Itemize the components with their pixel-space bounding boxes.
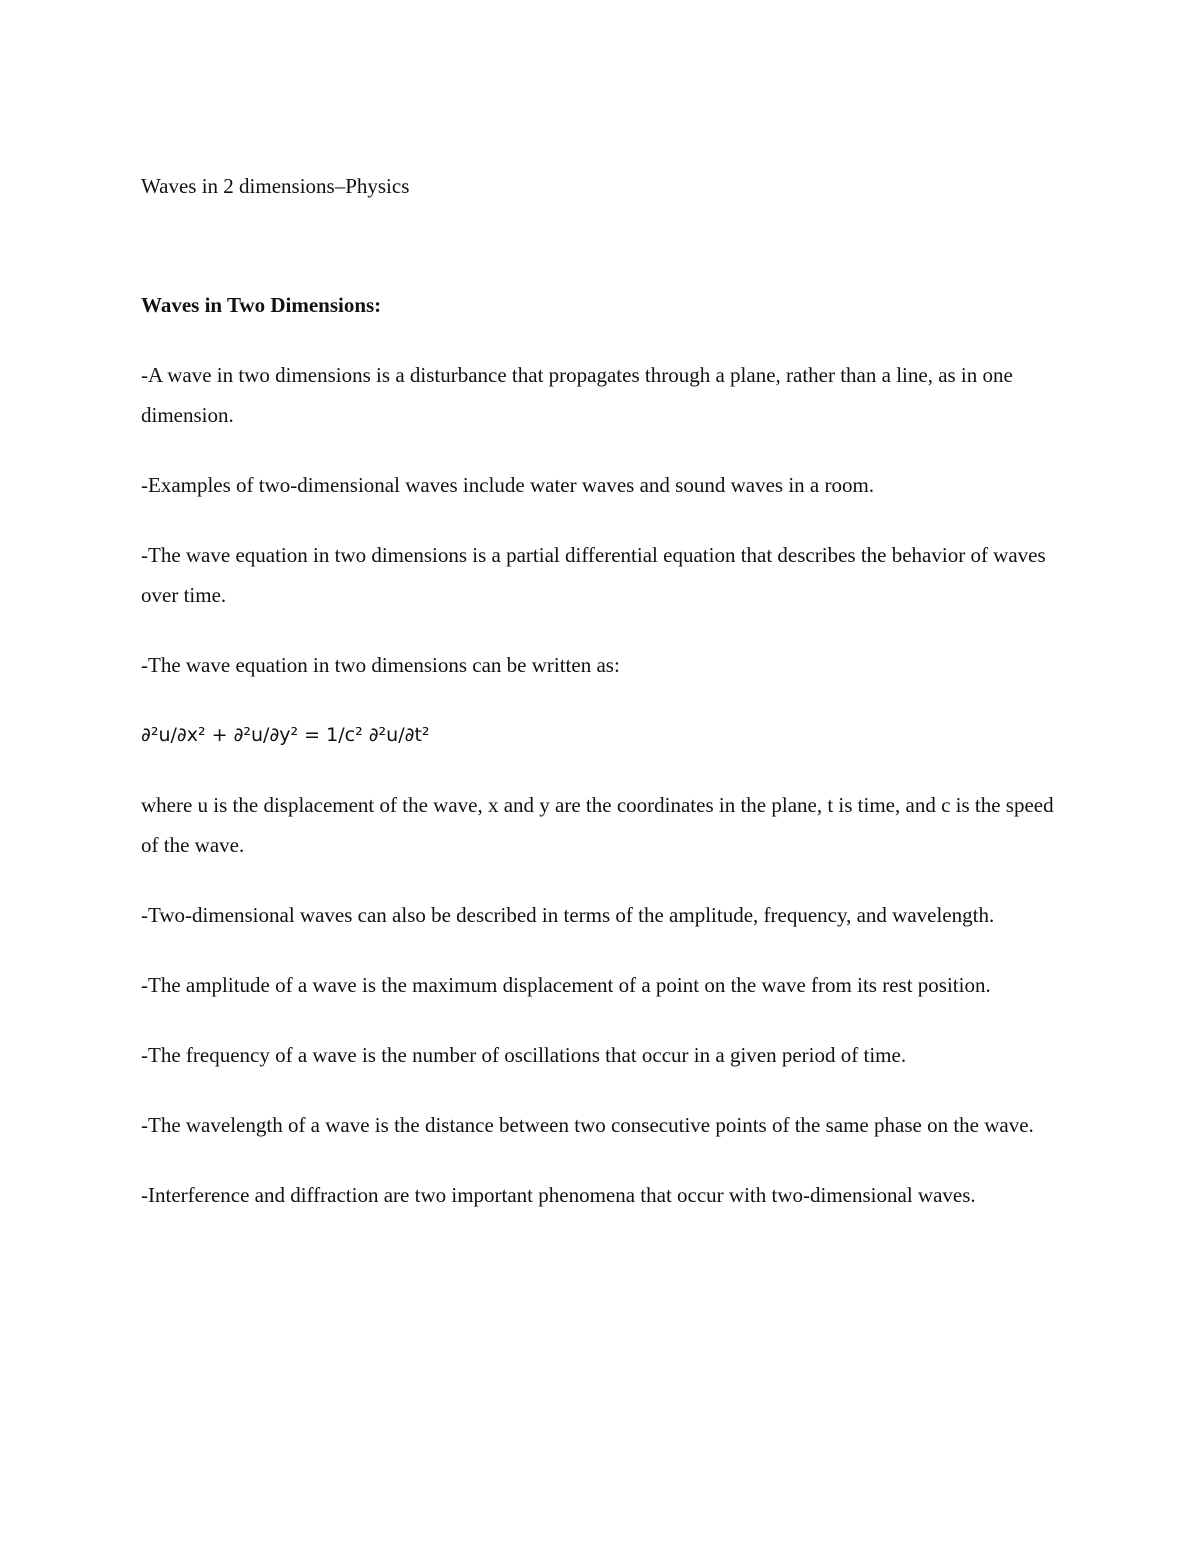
paragraph-wave-equation-intro: -The wave equation in two dimensions is a partial differential equation that describes the behavior of waves over time. (141, 543, 1046, 607)
paragraph-wavelength: -The wavelength of a wave is the distance between two consecutive points of the same phase on the wave. (141, 1113, 1034, 1137)
wave-equation: ∂²u/∂x² + ∂²u/∂y² = 1/c² ∂²u/∂t² (141, 724, 430, 746)
section-heading: Waves in Two Dimensions: (141, 293, 382, 317)
paragraph-properties: -Two-dimensional waves can also be described in terms of the amplitude, frequency, and wavelength. (141, 903, 995, 927)
paragraph-frequency: -The frequency of a wave is the number of oscillations that occur in a given period of time. (141, 1043, 907, 1067)
paragraph-definition: -A wave in two dimensions is a disturbance that propagates through a plane, rather than a line, as in one dimension. (141, 363, 1013, 427)
paragraph-variables: where u is the displacement of the wave, x and y are the coordinates in the plane, t is time, and c is the speed of the wave. (141, 793, 1054, 857)
paragraph-wave-equation-form: -The wave equation in two dimensions can be written as: (141, 653, 620, 677)
paragraph-phenomena: -Interference and diffraction are two important phenomena that occur with two-dimensional waves. (141, 1183, 976, 1207)
paragraph-examples: -Examples of two-dimensional waves include water waves and sound waves in a room. (141, 473, 875, 497)
paragraph-amplitude: -The amplitude of a wave is the maximum displacement of a point on the wave from its rest position. (141, 973, 991, 997)
document-title: Waves in 2 dimensions–Physics (141, 174, 410, 198)
document-body (141, 166, 1061, 1215)
